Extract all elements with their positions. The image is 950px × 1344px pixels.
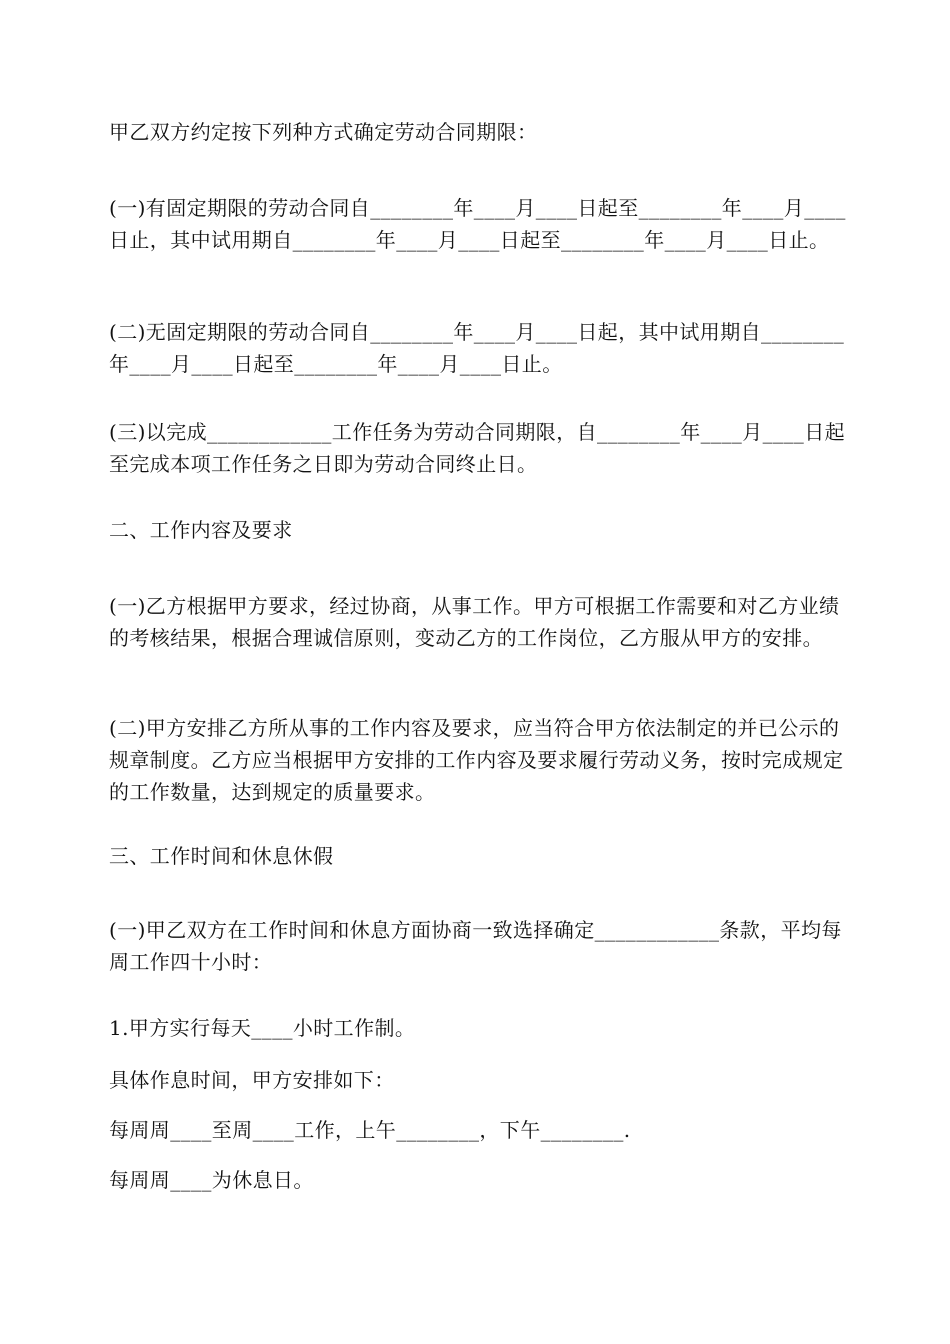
work-content-clause-2: (二)甲方安排乙方所从事的工作内容及要求，应当符合甲方依法制定的并已公示的规章制度。乙方应当根据甲方安排的工作内容及要求履行劳动义务，按时完成规定的工作数量，达到规定的质量要求。 bbox=[109, 716, 844, 804]
contract-term-intro: 甲乙双方约定按下列种方式确定劳动合同期限： bbox=[109, 120, 538, 144]
task-based-clause: (三)以完成____________工作任务为劳动合同期限，自________年____月____日起至完成本项工作任务之日即为劳动合同终止日。 bbox=[109, 420, 846, 476]
fixed-term-clause: (一)有固定期限的劳动合同自________年____月____日起至________年____月____日止，其中试用期自________年____月____日起至________年____月____日止。 bbox=[109, 196, 846, 252]
weekly-schedule-line: 每周周____至周____工作，上午________，下午________. bbox=[109, 1118, 631, 1142]
work-content-clause-1: (一)乙方根据甲方要求，经过协商，从事工作。甲方可根据工作需要和对乙方业绩的考核结果，根据合理诚信原则，变动乙方的工作岗位，乙方服从甲方的安排。 bbox=[109, 594, 840, 650]
schedule-intro: 具体作息时间，甲方安排如下： bbox=[109, 1068, 395, 1092]
open-ended-clause: (二)无固定期限的劳动合同自________年____月____日起，其中试用期自________年____月____日起至________年____月____日止。 bbox=[109, 320, 845, 376]
rest-day-line: 每周周____为休息日。 bbox=[109, 1168, 314, 1192]
section-heading-working-hours: 三、工作时间和休息休假 bbox=[109, 844, 334, 868]
daily-hours-item: 1.甲方实行每天____小时工作制。 bbox=[109, 1016, 416, 1040]
working-hours-clause: (一)甲乙双方在工作时间和休息方面协商一致选择确定____________条款，平均每周工作四十小时： bbox=[109, 918, 842, 974]
section-heading-work-content: 二、工作内容及要求 bbox=[109, 518, 293, 542]
